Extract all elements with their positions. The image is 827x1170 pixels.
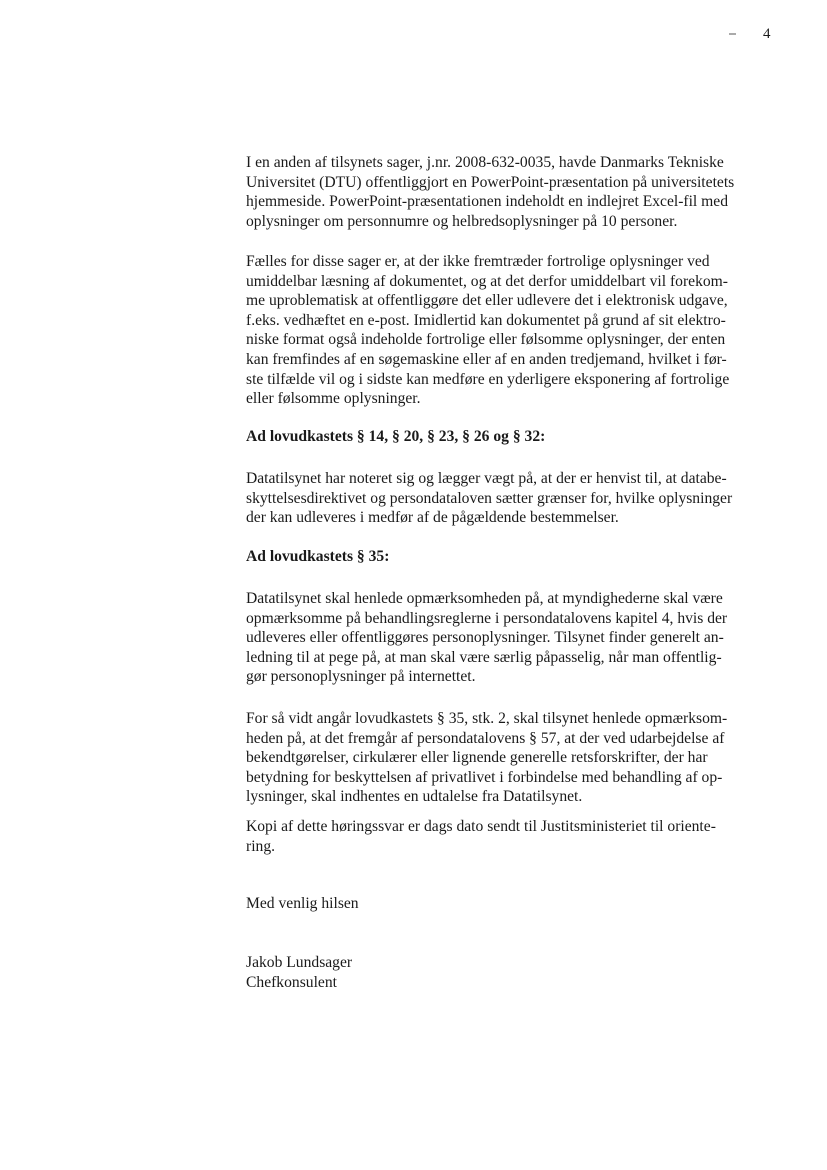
text-line: niske format også indeholde fortrolige eller følsomme oplysninger, der enten: [246, 331, 726, 349]
text-line: umiddelbar læsning af dokumentet, og at det derfor umiddelbart vil forekom-: [246, 272, 728, 290]
text-line: kan fremfindes af en søgemaskine eller af en anden tredjemand, hvilket i før-: [246, 350, 727, 368]
paragraph-copy-note: [246, 817, 791, 856]
paragraph-section-35-stk2: [246, 709, 791, 807]
page-number: 4: [763, 26, 771, 42]
text-line: ring.: [246, 837, 276, 855]
text-line: opmærksomme på behandlingsreglerne i persondatalovens kapitel 4, hvis der: [246, 609, 728, 627]
closing-greeting: [246, 894, 791, 914]
text-line: betydning for beskyttelsen af privatlivet i forbindelse med behandling af op-: [246, 768, 723, 786]
paragraph-section-14-32: [246, 469, 791, 528]
text-line: eller følsomme oplysninger.: [246, 390, 421, 408]
text-line: Ad lovudkastets § 14, § 20, § 23, § 26 og § 32:: [246, 428, 546, 445]
text-line: Kopi af dette høringssvar er dags dato sendt til Justitsministeriet til oriente-: [246, 818, 716, 835]
text-line: Datatilsynet har noteret sig og lægger vægt på, at der er henvist til, at databe-: [246, 470, 727, 487]
text-line: gør personoplysninger på internettet.: [246, 668, 476, 686]
text-line: I en anden af tilsynets sager, j.nr. 2008-632-0035, havde Danmarks Tekniske: [246, 154, 724, 171]
text-line: Med venlig hilsen: [246, 895, 359, 912]
text-line: Fælles for disse sager er, at der ikke fremtræder fortrolige oplysninger ved: [246, 253, 710, 270]
scan-speck: [729, 33, 736, 35]
text-line: skyttelsesdirektivet og persondataloven sætter grænser for, hvilke oplysninger: [246, 489, 733, 507]
text-line: Ad lovudkastets § 35:: [246, 548, 390, 565]
signature-block: [246, 953, 791, 992]
text-line: Chefkonsulent: [246, 973, 337, 991]
paragraph-section-35: [246, 589, 791, 687]
text-line: Universitet (DTU) offentliggjort en PowerPoint-præsentation på universitetets: [246, 173, 735, 191]
text-line: Datatilsynet skal henlede opmærksomheden på, at myndighederne skal være: [246, 590, 723, 607]
text-line: ste tilfælde vil og i sidste kan medføre en yderligere eksponering af fortrolige: [246, 370, 730, 388]
text-line: hjemmeside. PowerPoint-præsentationen indeholdt en indlejret Excel-fil med: [246, 193, 728, 211]
text-line: me uproblematisk at offentliggøre det eller udlevere det i elektronisk udgave,: [246, 292, 728, 310]
text-line: lysninger, skal indhentes en udtalelse fra Datatilsynet.: [246, 788, 583, 806]
text-line: oplysninger om personnumre og helbredsoplysninger på 10 personer.: [246, 212, 678, 230]
paragraph-common-issues: [246, 252, 791, 409]
text-line: der kan udleveres i medfør af de pågældende bestemmelser.: [246, 509, 619, 527]
text-line: heden på, at det fremgår af persondatalovens § 57, at der ved udarbejdelse af: [246, 729, 725, 747]
text-line: ledning til at pege på, at man skal være særlig påpasselig, når man offentlig-: [246, 648, 722, 666]
heading-section-14-32: [246, 427, 791, 447]
heading-section-35: [246, 547, 791, 567]
text-line: udleveres eller offentliggøres personoplysninger. Tilsynet finder generelt an-: [246, 629, 724, 647]
text-line: bekendtgørelser, cirkulærer eller lignende generelle retsforskrifter, der har: [246, 749, 708, 767]
text-line: f.eks. vedhæftet en e-post. Imidlertid kan dokumentet på grund af sit elektro-: [246, 311, 726, 329]
text-line: Jakob Lundsager: [246, 954, 353, 971]
text-line: For så vidt angår lovudkastets § 35, stk. 2, skal tilsynet henlede opmærksom-: [246, 710, 728, 727]
paragraph-dtu-case: [246, 153, 791, 231]
